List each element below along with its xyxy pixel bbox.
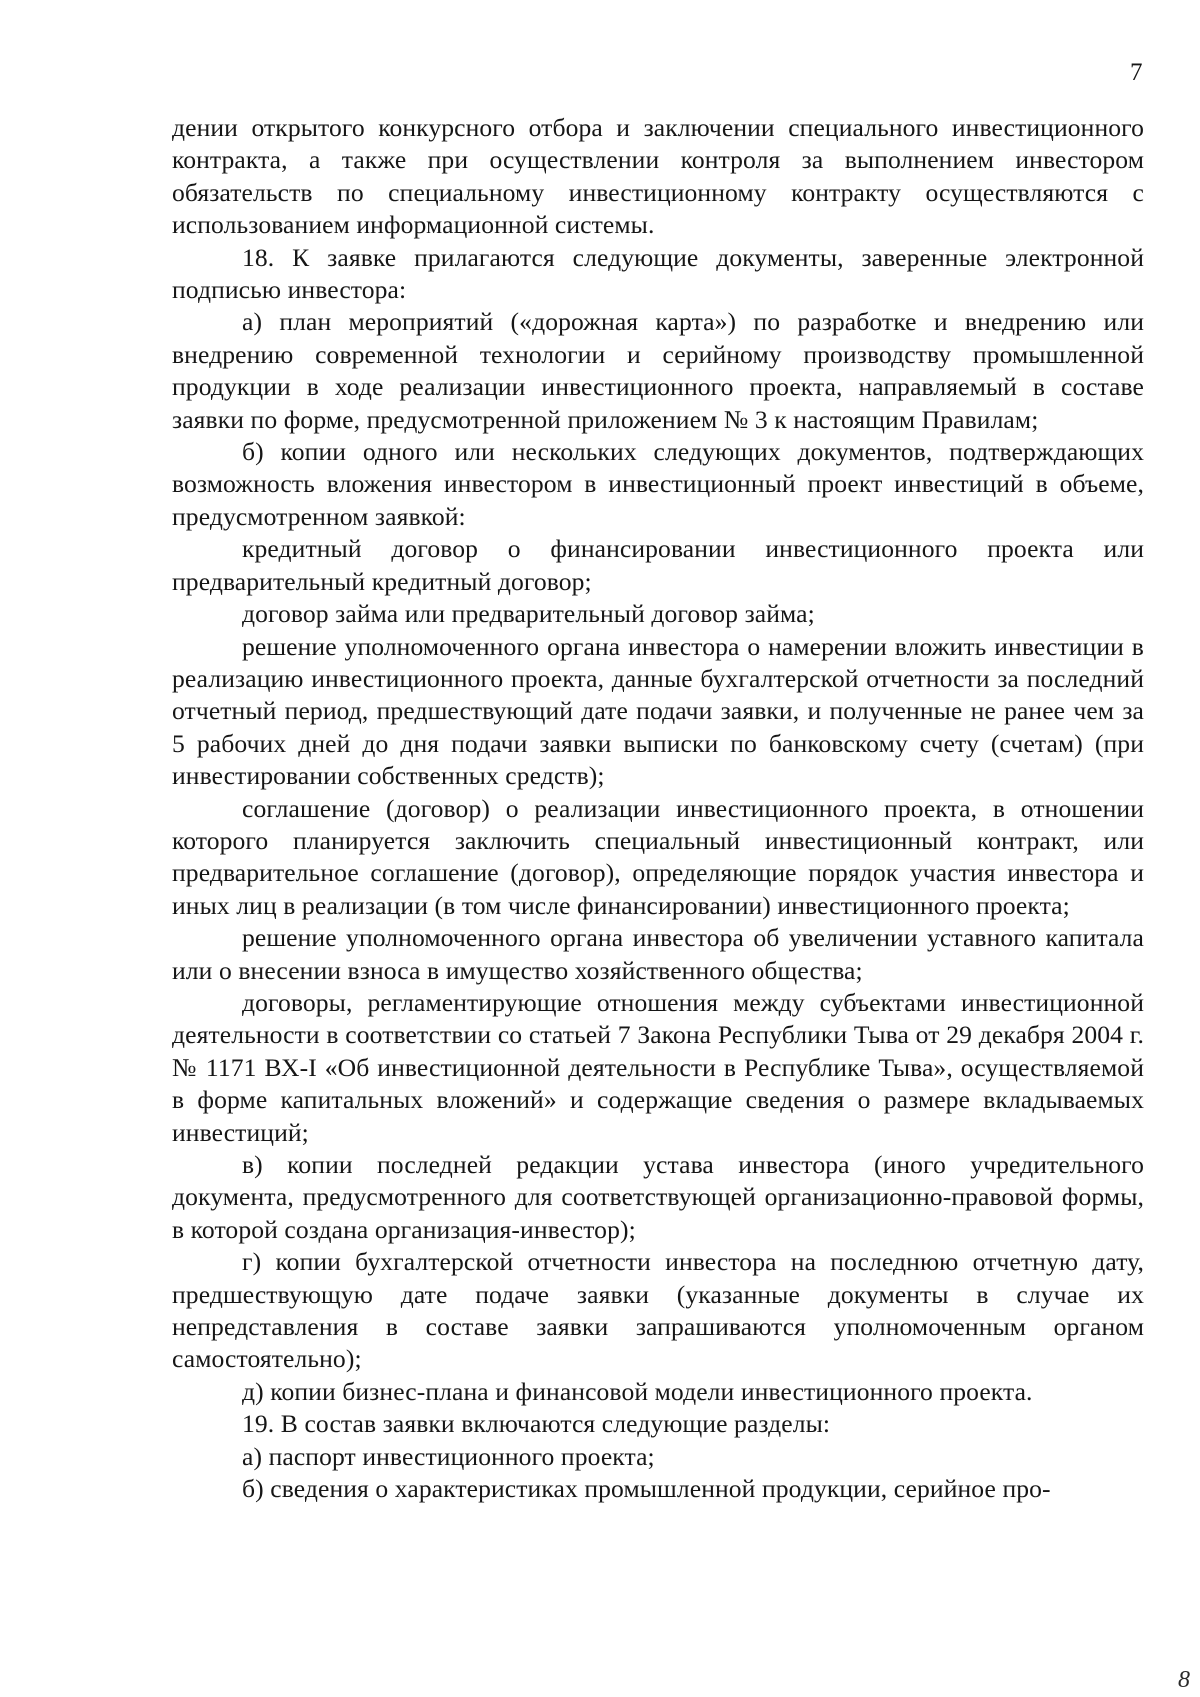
paragraph-clause-19: 19. В состав заявки включаются следующие разделы: [242, 1409, 831, 1439]
document-body [172, 112, 1144, 1505]
paragraph-item-b: б) копии одного или нескольких следующих документов, подтверждающих возможность вложения инвестором в инвестиционный проект инвестиций в объеме, предусмотренном заявкой: [172, 437, 1144, 531]
handwritten-page-mark: 8 [1178, 1667, 1190, 1693]
paragraph-clause-18: 18. К заявке прилагаются следующие документы, заверенные электронной подписью инвестора: [172, 242, 1144, 305]
paragraph-investor-decision: решение уполномоченного органа инвестора о намерении вложить инвестиции в реализацию инвестиционного проекта, данные бухгалтерской отчетности за последний отчетный период, предшествующий дате подачи заявки, и полученные не ранее чем за 5 рабочих дней до дня подачи заявки выписки по банковскому счету (счетам) (при инвестировании собственных средств); [172, 631, 1144, 791]
paragraph-capital-decision: решение уполномоченного органа инвестора об увеличении уставного капитала или о внесении взноса в имущество хозяйственного общества; [172, 923, 1144, 985]
paragraph-credit-agreement: кредитный договор о финансировании инвестиционного проекта или предварительный кредитный договор; [172, 534, 1144, 596]
paragraph-item-v: в) копии последней редакции устава инвестора (иного учредительного документа, предусмотренного для соответствующей организационно-правовой формы, в которой создана организация-инвестор); [172, 1150, 1144, 1244]
paragraph-item-d: д) копии бизнес-плана и финансовой модели инвестиционного проекта. [242, 1376, 1033, 1406]
paragraph-item-a: а) план мероприятий («дорожная карта») по разработке и внедрению или внедрению современной технологии и серийному производству промышленной продукции в ходе реализации инвестиционного проекта, направляемый в составе заявки по форме, предусмотренной приложением № 3 к настоящим Правилам; [172, 307, 1144, 434]
paragraph-project-agreement: соглашение (договор) о реализации инвестиционного проекта, в отношении которого планируется заключить специальный инвестиционный контракт, или предварительное соглашение (договор), определяющие порядок участия инвестора и иных лиц в реализации (в том числе финансировании) инвестиционного проекта; [172, 793, 1144, 920]
paragraph-item-g: г) копии бухгалтерской отчетности инвестора на последнюю отчетную дату, предшествующую дате подаче заявки (указанные документы в случае их непредставления в составе заявки запрашиваются уполномоченным органом самостоятельно); [172, 1247, 1144, 1374]
paragraph-19-item-a: а) паспорт инвестиционного проекта; [242, 1441, 655, 1471]
paragraph-loan-agreement: договор займа или предварительный договор займа; [242, 599, 815, 629]
paragraph-continuation: дении открытого конкурсного отбора и заключении специального инвестиционного контракта, а также при осуществлении контроля за выполнением инвестором обязательств по специальному инвестиционному контракту осуществляются с использованием информационной системы. [172, 113, 1144, 240]
paragraph-19-item-b: б) сведения о характеристиках промышленной продукции, серийное про- [242, 1474, 1051, 1504]
paragraph-investment-contracts: договоры, регламентирующие отношения между субъектами инвестиционной деятельности в соответствии со статьей 7 Закона Республики Тыва от 29 декабря 2004 г. № 1171 ВХ-I «Об инвестиционной деятельности в Республике Тыва», осуществляемой в форме капитальных вложений» и содержащие сведения о размере вкладываемых инвестиций; [172, 987, 1144, 1147]
page-number: 7 [1130, 59, 1143, 86]
